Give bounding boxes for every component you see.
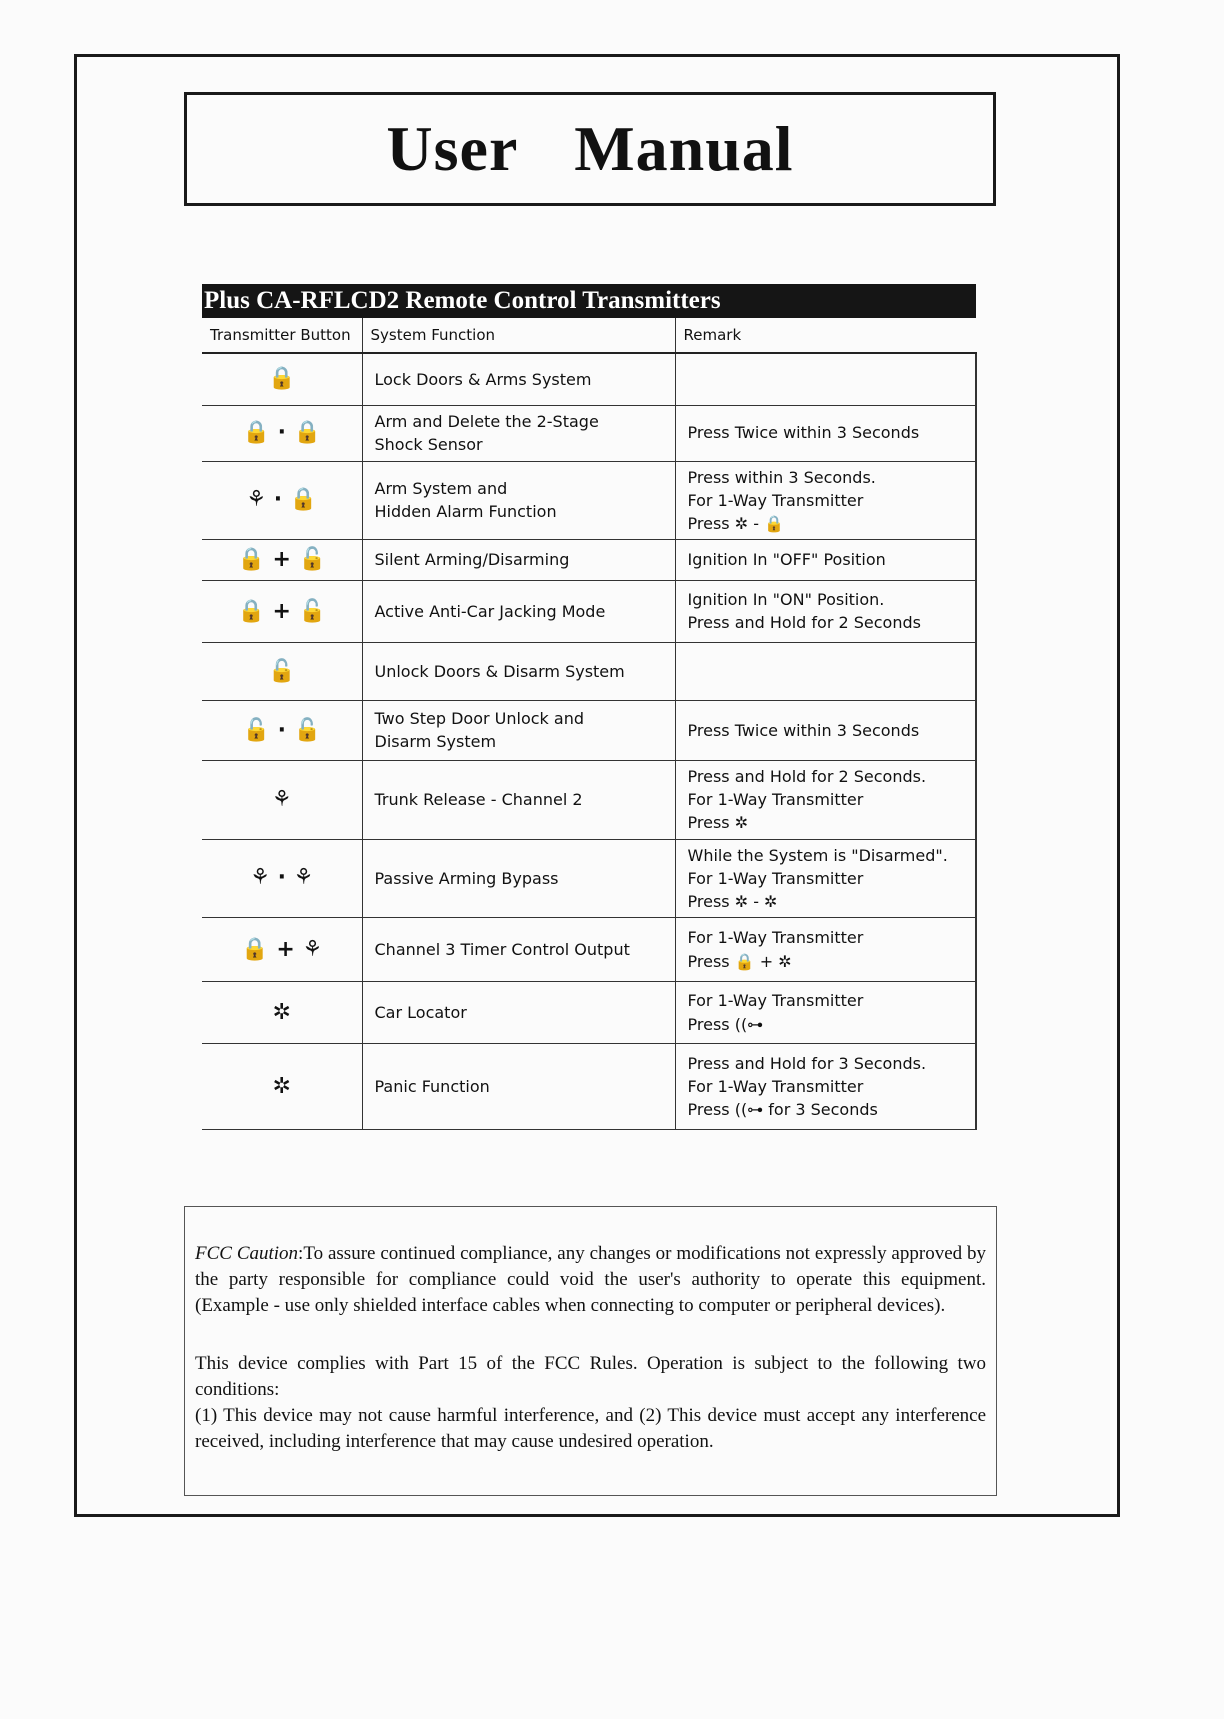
fcc-caution-text: :To assure continued compliance, any changes or modifications not expressly approved by the party responsible for compliance could void the user's authority to operate this equipment. (Example - use only shielded interface cables when connecting to computer or peripheral devices). (195, 1243, 986, 1316)
transmitter-button-cell: 🔓 · 🔓 (202, 700, 362, 760)
table-row (202, 540, 976, 581)
system-function-line: Lock Doors & Arms System (374, 369, 592, 389)
system-function-line: Silent Arming/Disarming (374, 550, 570, 570)
table-row (202, 760, 976, 839)
remark-cell (675, 540, 976, 581)
remark-line: Press Twice within 3 Seconds (687, 720, 920, 740)
transmitter-button-cell: 🔒 + ⚘ (202, 918, 362, 982)
remark-line: Ignition In "ON" Position. (687, 590, 885, 610)
remark-line: Press within 3 Seconds. (687, 467, 876, 487)
table-row (202, 700, 976, 760)
system-function-cell (362, 1044, 675, 1130)
transmitter-button-cell: ⚘ · 🔒 (202, 461, 362, 540)
table-row (202, 353, 976, 405)
table-row (202, 642, 976, 700)
remark-line: Press 🔒 + ✲ (687, 951, 792, 971)
system-function-line: Unlock Doors & Disarm System (374, 661, 625, 681)
remark-line: For 1-Way Transmitter (687, 790, 864, 810)
system-function-cell (362, 918, 675, 982)
fcc-caution-box (184, 1206, 997, 1496)
transmitter-table (202, 318, 977, 1130)
remark-line: For 1-Way Transmitter (687, 868, 864, 888)
remark-line: For 1-Way Transmitter (687, 1076, 864, 1096)
remark-cell (675, 760, 976, 839)
table-header-row (202, 318, 976, 353)
system-function-line: Hidden Alarm Function (374, 502, 557, 522)
remark-cell (675, 982, 976, 1044)
table-row (202, 918, 976, 982)
table-row (202, 461, 976, 540)
system-function-cell (362, 461, 675, 540)
transmitter-button-cell: 🔒 + 🔓 (202, 580, 362, 642)
system-function-line: Trunk Release - Channel 2 (374, 790, 583, 810)
fcc-compliance-text: This device complies with Part 15 of the FCC Rules. Operation is subject to the following two conditions: (195, 1353, 986, 1400)
transmitter-button-cell: ⚘ · ⚘ (202, 839, 362, 918)
table-row (202, 580, 976, 642)
page-title: User Manual (386, 113, 794, 184)
fcc-compliance-paragraph (195, 1351, 986, 1455)
remark-line: Press ((⊶ for 3 Seconds (687, 1100, 878, 1120)
remark-cell (675, 700, 976, 760)
remark-cell (675, 461, 976, 540)
system-function-cell (362, 700, 675, 760)
table-row (202, 405, 976, 461)
system-function-cell (362, 580, 675, 642)
remark-line: Press Twice within 3 Seconds (687, 423, 920, 443)
remark-line: For 1-Way Transmitter (687, 490, 864, 510)
system-function-cell (362, 839, 675, 918)
remark-line: Press and Hold for 2 Seconds (687, 613, 921, 633)
remark-line: For 1-Way Transmitter (687, 928, 864, 948)
remark-line: Press and Hold for 2 Seconds. (687, 766, 927, 786)
remark-line: Ignition In "OFF" Position (687, 550, 886, 570)
remark-cell (675, 642, 976, 700)
system-function-cell (362, 982, 675, 1044)
remark-cell (675, 353, 976, 405)
remark-cell (675, 839, 976, 918)
transmitter-button-cell: 🔒 + 🔓 (202, 540, 362, 581)
remark-line: Press and Hold for 3 Seconds. (687, 1053, 927, 1073)
remark-line: Press ✲ - ✲ (687, 891, 778, 911)
system-function-cell (362, 353, 675, 405)
remark-cell (675, 918, 976, 982)
transmitter-button-cell: 🔒 (202, 353, 362, 405)
system-function-line: Channel 3 Timer Control Output (374, 939, 630, 959)
system-function-cell (362, 405, 675, 461)
transmitter-button-cell: ✲ (202, 1044, 362, 1130)
remark-cell (675, 580, 976, 642)
system-function-line: Disarm System (374, 732, 497, 752)
remark-line: For 1-Way Transmitter (687, 991, 864, 1011)
transmitter-button-cell: ⚘ (202, 760, 362, 839)
remark-line: Press ((⊶ (687, 1014, 764, 1034)
table-row (202, 1044, 976, 1130)
system-function-line: Panic Function (374, 1076, 490, 1096)
table-row (202, 982, 976, 1044)
system-function-line: Passive Arming Bypass (374, 868, 559, 888)
system-function-cell (362, 642, 675, 700)
header-system-function: System Function (362, 318, 675, 353)
transmitter-button-cell: ✲ (202, 982, 362, 1044)
table-title: Plus CA-RFLCD2 Remote Control Transmitters (202, 284, 976, 318)
fcc-caution-lead: FCC Caution (195, 1243, 299, 1264)
system-function-line: Active Anti-Car Jacking Mode (374, 601, 606, 621)
fcc-caution-paragraph (195, 1241, 986, 1319)
remark-line: While the System is "Disarmed". (687, 845, 948, 865)
fcc-conditions-text: (1) This device may not cause harmful interference, and (2) This device must accept any interference received, including interference that may cause undesired operation. (195, 1405, 986, 1452)
system-function-line: Two Step Door Unlock and (374, 709, 584, 729)
remark-cell (675, 1044, 976, 1130)
system-function-cell (362, 540, 675, 581)
system-function-line: Arm and Delete the 2-Stage (374, 411, 599, 431)
header-remark: Remark (675, 318, 976, 353)
transmitter-table-section (202, 284, 976, 1130)
system-function-line: Arm System and (374, 479, 508, 499)
system-function-line: Shock Sensor (374, 435, 483, 454)
title-box (184, 92, 996, 206)
remark-line: Press ✲ (687, 813, 749, 833)
header-transmitter-button: Transmitter Button (202, 318, 362, 353)
system-function-cell (362, 760, 675, 839)
transmitter-button-cell: 🔓 (202, 642, 362, 700)
table-row (202, 839, 976, 918)
remark-cell (675, 405, 976, 461)
remark-line: Press ✲ - 🔒 (687, 513, 784, 533)
transmitter-button-cell: 🔒 · 🔒 (202, 405, 362, 461)
system-function-line: Car Locator (374, 1002, 467, 1022)
